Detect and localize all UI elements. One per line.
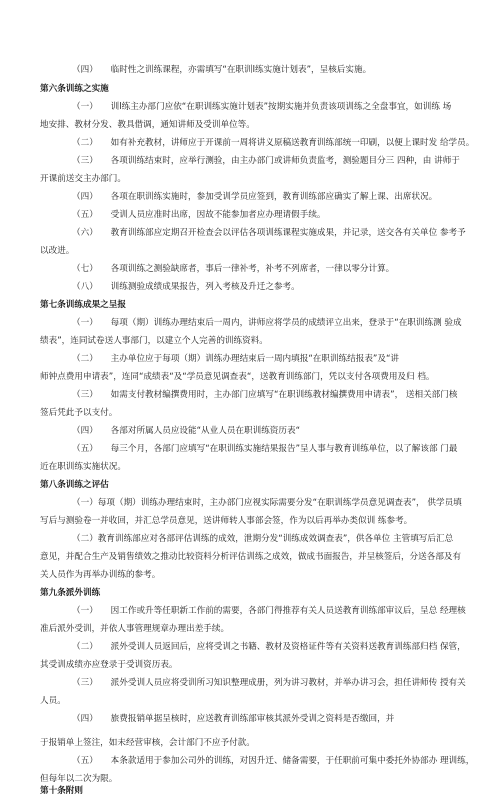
text-line: 关人员作为再举办训练的参考。 [40,570,161,580]
text-line: （七） 各项训练之测验缺席者，事后一律补考，补考不列席者，一律以零分计算。 [72,264,395,274]
text-line: （六） 教育训练部应定期召开检查会以评估各项训练课程实施成果，并记录，送交各有关单位 参考予 [72,228,466,238]
text-line: 写后与测验卷一并收回，并汇总学员意见，送讲师转人事部会签，作为以后再举办类似训 练参考。 [40,516,413,526]
text-line: 以改进。 [40,246,75,256]
text-line: （二）教育训练部应对各部评估训练的成效，泄期分发“训练成效调查表”，供各单位 主管填写后汇总 [72,534,454,544]
text-line: （三） 派外受训人员应将受训所习知识整理成册，列为讲习教材，并举办讲习会，担任讲师传 授有关 [72,678,466,688]
text-line: （三） 如需支付教材编撰费用时，主办部门应填写“在职训练教材编撰费用申请表”， 送相关部门核 [72,390,458,400]
text-line: 签后凭此予以支付。 [40,408,118,418]
text-line: 其受训成绩亦应登录于受训资历表。 [40,660,178,670]
text-line: （一） 训l练主办部门应依“在职训练实施计划表”按期实施并负责该项训练之全盘事宜，如训练 场 [72,102,452,112]
section-heading: 第七条训练成果之呈报 [40,300,126,310]
text-line: 近在职训练实施状况。 [40,462,126,472]
text-line: 地安排、教材分发、教具借调，通知讲师及受训单位等。 [40,120,255,130]
text-line: 于报销单上签注，如未经营审核，会计部门不应予付款。 [40,738,255,748]
text-line: 师钟点费用申请表”，连同“成绩表“及“学员意见调查表“，送教育训练部门，凭以支付各项费用及归 档。 [40,372,435,382]
text-line: 开课前送交主办部门。 [40,174,126,184]
text-line: （二） 如有补充教材，讲师应于开课前一周将讲义原稿送教育训练部统一印刷，以便上课时发 给学员。 [72,138,475,148]
section-heading: 第六条训练之实施 [40,84,109,94]
text-line: （五） 每三个月，各部门应填写“在职训练实施结果报告”呈人事与教育训练单位，以了解该部 门最 [72,444,458,454]
text-line: 绩表”，连同试卷送人事部门，以建立个人完善的训练资料。 [40,336,268,346]
text-line: （四） 旅费报销单据呈核时，应送教育训练部审核其派外受训之资料是否缴回，并 [72,714,395,724]
text-line: （二） 派外受训人员返回后，应将受训之书籍、教材及资格证件等有关资料送教育训练部归档 保管， [72,642,466,652]
section-heading: 第八条训练之评估 [40,480,109,490]
text-line: （八） 训练测验成绩成果报告，列入考核及升迁之参考。 [72,282,300,292]
text-line: 准后派外受训，并依人事管理规章办理出差手续。 [40,624,230,634]
text-line: （五） 受训人员应准时出席，因故不能参加者应办理请假手续。 [72,210,326,220]
text-line: （四） 各部对所属人员应设能“从业人员在职训练资历表“ [72,426,301,436]
text-line: （一） 因工作或升等任职新工作前的需要，各部门得推荐有关人员送教育训练部审议后，呈总 经理核 [72,606,466,616]
text-line: （一）每项（期）训练办理结束时，主办部门应视实际需要分发“在职训练学员意见调查表”， 供学员填 [72,498,462,508]
text-line: （三） 各项训练结束时，应举行测验，由主办部门或讲师负责监考，测验题目分三 四种，由 讲师于 [72,156,460,166]
text-line: （五） 本条款适用于参加公司外的训练，对因升迁、储备需要，于任职前可集中委托外协部办 理训练， [72,756,475,766]
text-line: 意见，并配合生产及销售绩效之推动比较资料分析评估训练之成效，做成书面报告，并呈核签后，分送各部及有 [40,552,462,562]
text-line: 人员。 [40,696,66,706]
text-line: （二） 主办单位应于每项（期）训练办理结束后一周内填报“在职训练结报表”及“讲 [72,354,400,364]
text-line: （一） 每项（期）训练办理结束后一周内，讲师应将学员的成绩评立出来，登录于“在职训练测 验成 [72,318,462,328]
text-line: （四） 临时性之训练课程，亦需填写“在职训l练实施计划表”，呈核后实施。 [72,65,372,75]
section-heading: 第九条派外训练 [40,588,101,598]
section-heading: 第十条附则 [40,786,83,796]
text-line: 但每年以二次为限。 [40,774,118,784]
text-line: （四） 各项在职训练实施时，参加受训学员应签到，教育训练部应确实了解上课、出席状况。 [72,192,438,202]
